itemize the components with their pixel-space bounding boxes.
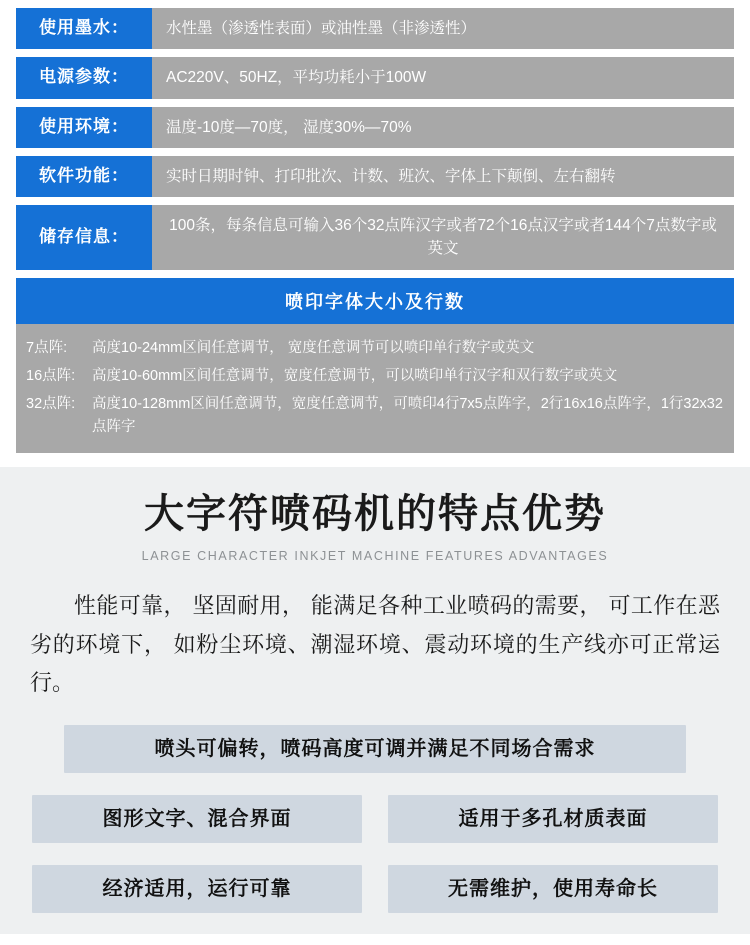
badge-row-1: [0, 725, 750, 773]
advantages-section: [0, 467, 750, 934]
font-line-16dot: [26, 362, 724, 390]
spec-label-storage: 储存信息：: [16, 205, 152, 270]
font-line-key: 16点阵:: [26, 367, 76, 384]
font-line-value: 高度10-128mm区间任意调节，宽度任意调节，可喷印4行7x5点阵字，2行16x16点阵字，1行32x32点阵字: [92, 396, 723, 435]
badge-row-2: [0, 795, 750, 843]
spec-value-power: AC220V、50HZ，平均功耗小于100W: [152, 57, 734, 98]
badge-porous-surface: 适用于多孔材质表面: [388, 795, 718, 843]
font-size-block: [16, 324, 734, 454]
badge-maintenance-free: 无需维护，使用寿命长: [388, 865, 718, 913]
font-line-key: 7点阵:: [26, 339, 68, 356]
font-line-7dot: [26, 334, 724, 362]
spec-row: [16, 156, 734, 197]
badge-row-3: [0, 865, 750, 913]
font-line-32dot: [26, 390, 724, 441]
badge-economical: 经济适用，运行可靠: [32, 865, 362, 913]
badge-nozzle-deflection: 喷头可偏转，喷码高度可调并满足不同场合需求: [64, 725, 686, 773]
specification-table: [0, 0, 750, 270]
spec-value-environment: 温度-10度—70度， 湿度30%—70%: [152, 107, 734, 148]
spec-value-storage: [152, 205, 734, 270]
spec-row: [16, 107, 734, 148]
spec-value-software: 实时日期时钟、打印批次、计数、班次、字体上下颠倒、左右翻转: [152, 156, 734, 197]
spec-value-storage-text: 100条，每条信息可输入36个32点阵汉字或者72个16点汉字或者144个7点数字或英文: [169, 217, 717, 258]
spec-label-software: 软件功能：: [16, 156, 152, 197]
spec-row: [16, 8, 734, 49]
advantages-subtitle: LARGE CHARACTER INKJET MACHINE FEATURES ADVANTAGES: [141, 549, 609, 564]
spec-label-power: 电源参数：: [16, 57, 152, 98]
spec-row: [16, 205, 734, 270]
badge-graphic-text: 图形文字、混合界面: [32, 795, 362, 843]
spec-value-ink: 水性墨（渗透性表面）或油性墨（非渗透性）: [152, 8, 734, 49]
spec-label-environment: 使用环境：: [16, 107, 152, 148]
spec-label-ink: 使用墨水：: [16, 8, 152, 49]
advantages-paragraph: 性能可靠， 坚固耐用， 能满足各种工业喷码的需要， 可工作在恶劣的环境下， 如粉尘环境、潮湿环境、震动环境的生产线亦可正常运行。: [30, 593, 720, 696]
font-size-banner: 喷印字体大小及行数: [16, 278, 734, 324]
spec-row: [16, 57, 734, 98]
advantages-title: 大字符喷码机的特点优势: [144, 492, 606, 537]
font-line-key: 32点阵:: [26, 396, 76, 413]
font-line-value: 高度10-24mm区间任意调节， 宽度任意调节可以喷印单行数字或英文: [92, 339, 535, 356]
font-line-value: 高度10-60mm区间任意调节，宽度任意调节，可以喷印单行汉字和双行数字或英文: [92, 367, 618, 384]
